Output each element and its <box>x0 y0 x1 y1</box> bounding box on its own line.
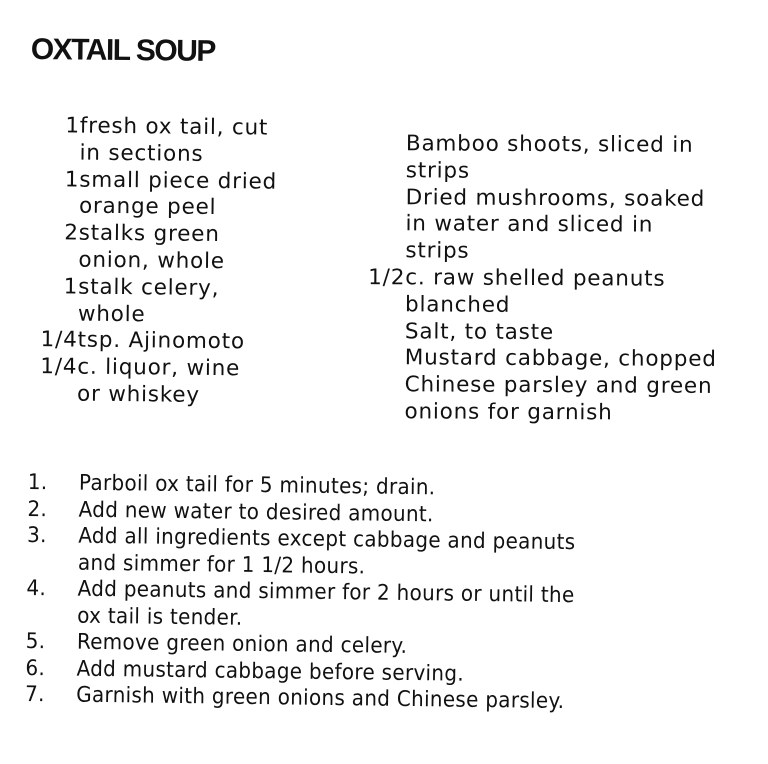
ingredient-item <box>349 345 717 374</box>
step-line: Add new water to desired amount. <box>78 497 434 527</box>
ingredient-line: whole <box>77 301 146 327</box>
ingredient-line: fresh ox tail, cut <box>79 113 269 141</box>
step-number: 6. <box>25 655 46 681</box>
ingredient-item <box>23 167 277 223</box>
ingredient-quantity <box>349 345 405 372</box>
recipe-title: OXTAIL SOUP <box>30 33 216 68</box>
ingredient-line: c. liquor, wine <box>77 354 241 382</box>
ingredient-item <box>22 274 276 330</box>
ingredient-description <box>405 265 665 320</box>
step-line: Add mustard cabbage before serving. <box>76 656 465 687</box>
instruction-step <box>27 523 576 583</box>
step-number: 3. <box>26 522 47 549</box>
ingredient-quantity: 1/2 <box>368 265 406 291</box>
ingredient-item <box>348 372 716 428</box>
ingredient-line: strips <box>405 158 470 184</box>
ingredient-line: Dried mushrooms, soaked <box>405 184 706 212</box>
ingredient-line: or whiskey <box>76 381 201 408</box>
ingredient-quantity: 1 <box>63 274 79 300</box>
ingredient-description <box>405 346 717 374</box>
ingredient-description <box>404 372 712 427</box>
instruction-step <box>26 576 575 636</box>
ingredients-right-column <box>348 131 717 428</box>
ingredient-line: in sections <box>79 140 204 167</box>
ingredient-quantity <box>350 131 406 185</box>
ingredient-item <box>23 113 277 169</box>
ingredient-line: Mustard cabbage, chopped <box>404 345 717 373</box>
ingredient-item <box>21 327 275 356</box>
ingredient-description <box>79 167 277 223</box>
ingredient-description <box>78 221 225 276</box>
step-number: 1. <box>27 470 48 496</box>
step-line: Garnish with green onions and Chinese parsley. <box>76 682 565 715</box>
ingredient-description <box>405 319 554 347</box>
step-number: 5. <box>25 628 46 655</box>
ingredient-description <box>77 328 245 357</box>
step-number: 4. <box>26 575 47 602</box>
ingredient-quantity: 1/4 <box>40 354 78 380</box>
ingredient-description <box>78 274 220 329</box>
ingredient-item <box>22 220 276 276</box>
ingredient-quantity: 1 <box>65 113 80 139</box>
instructions-list <box>25 470 576 716</box>
step-number: 7. <box>24 681 45 708</box>
ingredient-item <box>349 319 717 348</box>
ingredient-item <box>21 354 275 410</box>
ingredient-line: onions for garnish <box>404 399 613 426</box>
ingredient-quantity: 1 <box>64 167 80 193</box>
ingredient-line: tsp. Ajinomoto <box>77 327 246 355</box>
step-line: Add all ingredients except cabbage and peanuts <box>78 523 576 556</box>
ingredient-description <box>405 185 705 267</box>
ingredient-line: blanched <box>405 292 511 318</box>
step-line: Add peanuts and simmer for 2 hours or until the <box>77 576 575 609</box>
step-line: Parboil ox tail for 5 minutes; drain. <box>78 470 436 501</box>
step-text <box>77 577 575 637</box>
ingredient-description <box>406 131 694 186</box>
step-number: 2. <box>27 496 48 522</box>
ingredient-quantity: 1/4 <box>40 327 78 353</box>
step-text <box>78 524 576 584</box>
ingredients-left-column <box>21 113 278 410</box>
step-line: and simmer for 1 1/2 hours. <box>77 550 366 579</box>
ingredient-line: stalk celery, <box>78 274 220 301</box>
ingredient-item <box>350 131 718 187</box>
step-line: ox tail is tender. <box>77 603 243 631</box>
ingredient-line: strips <box>405 238 470 264</box>
ingredient-line: onion, whole <box>78 247 225 275</box>
ingredient-line: Salt, to taste <box>404 318 554 345</box>
ingredient-line: stalks green <box>78 220 220 248</box>
ingredient-quantity <box>349 185 405 266</box>
ingredient-quantity: 2 <box>64 220 79 246</box>
ingredient-quantity <box>349 319 405 346</box>
ingredient-line: c. raw shelled peanuts <box>405 265 666 292</box>
ingredient-line: Chinese parsley and green <box>404 372 713 400</box>
ingredient-description <box>77 355 240 410</box>
ingredient-item <box>349 265 717 321</box>
ingredient-item <box>349 185 717 267</box>
ingredient-line: orange peel <box>78 193 217 221</box>
ingredient-line: in water and sliced in <box>405 211 654 238</box>
ingredient-description <box>79 114 268 170</box>
step-text <box>76 683 564 716</box>
ingredient-line: Bamboo shoots, sliced in <box>405 131 694 158</box>
ingredient-quantity <box>348 372 404 426</box>
ingredient-line: small piece dried <box>79 167 278 195</box>
step-line: Remove green onion and celery. <box>76 629 408 659</box>
